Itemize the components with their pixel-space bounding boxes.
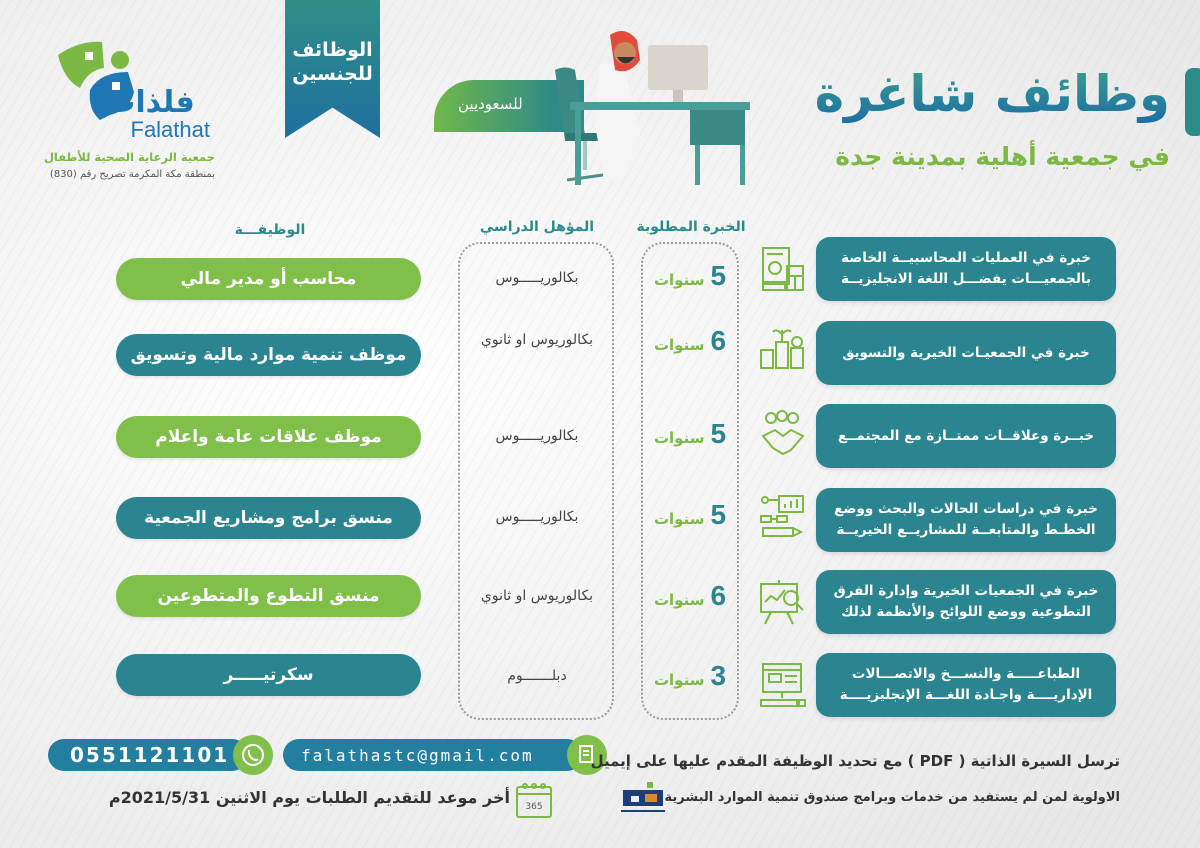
coins-plant-icon <box>757 322 807 372</box>
column-header-qualification: المؤهل الدراسي <box>479 219 595 235</box>
experience-unit: سنوات <box>653 429 705 447</box>
job-title: منسق التطوع والمتطوعين <box>157 586 380 606</box>
experience-years: 6 <box>710 580 727 611</box>
accounting-icon <box>757 244 807 294</box>
ribbon-line-1: الوظائف <box>292 39 373 61</box>
ribbon-text <box>285 38 380 86</box>
handshake-team-icon <box>757 408 807 458</box>
saudi-tag-label: للسعوديين <box>458 95 523 113</box>
job-title: موظف تنمية موارد مالية وتسويق <box>130 345 407 365</box>
man-at-desk-illustration <box>545 15 760 190</box>
experience-years: 5 <box>710 499 727 530</box>
qualification-value: دبلـــــــوم <box>507 668 567 684</box>
experience-value <box>645 660 735 692</box>
headline-accent-bar <box>1185 68 1200 136</box>
requirement-box: خبرة في الجمعيـات الخيرية والتسويق <box>816 321 1116 385</box>
subheadline: في جمعية أهلية بمدينة جدة <box>835 142 1170 171</box>
job-pill <box>116 334 421 376</box>
ribbon-line-2: للجنسين <box>292 63 373 85</box>
job-pill <box>116 416 421 458</box>
experience-unit: سنوات <box>653 336 705 354</box>
phone-number: 0551121101 <box>70 743 230 767</box>
application-deadline: أخر موعد للتقديم الطلبات يوم الاثنين 2021/5/31م <box>108 788 510 807</box>
qualification-value: بكالوريـــــوس <box>495 270 579 286</box>
hadaf-logo-icon <box>617 780 669 818</box>
computer-icon <box>757 660 807 710</box>
experience-years: 3 <box>710 660 727 691</box>
brand-name-arabic: فلذات <box>105 85 195 120</box>
job-pill <box>116 497 421 539</box>
send-cv-instructions: ترسل السيرة الذاتية ( PDF ) مع تحديد الوظيفة المقدم عليها على إيميل <box>590 752 1120 770</box>
qualification-value: بكالوريـــــوس <box>495 428 579 444</box>
presentation-analysis-icon <box>757 578 807 628</box>
experience-unit: سنوات <box>653 671 705 689</box>
experience-years: 6 <box>710 325 727 356</box>
requirement-box: خبرة في العمليات المحاسبيــة الخاصة بالجمعيـــات يفضـــل اللغة الانجليزيــة <box>816 237 1116 301</box>
job-title: منسق برامج ومشاريع الجمعية <box>144 508 393 528</box>
qualification-value: بكالوريوس او ثانوي <box>480 588 594 604</box>
requirement-box: خبرة في الجمعيات الخيرية وإدارة الفرق التطوعية ووضع اللوائح والأنظمة لذلك <box>816 570 1116 634</box>
svg-text:365: 365 <box>525 802 543 812</box>
job-title: موظف علاقات عامة واعلام <box>155 427 382 447</box>
email-address: falathastc@gmail.com <box>301 745 534 765</box>
requirement-box: الطباعـــــة والنســـخ والاتصـــالات الإداريــــة واجـادة اللغـــة الإنجليزيــــة <box>816 653 1116 717</box>
experience-unit: سنوات <box>653 510 705 528</box>
experience-value <box>645 260 735 292</box>
column-header-experience: الخبرة المطلوبة <box>636 219 746 235</box>
experience-years: 5 <box>710 418 727 449</box>
brand-name-english: Falathat <box>130 117 210 142</box>
job-pill <box>116 258 421 300</box>
experience-unit: سنوات <box>653 591 705 609</box>
planning-chart-icon <box>757 492 807 542</box>
experience-value <box>645 580 735 612</box>
qualification-value: بكالوريوس او ثانوي <box>480 332 594 348</box>
whatsapp-icon[interactable] <box>233 735 273 775</box>
brand-subtitle: جمعية الرعاية الصحية للأطفال <box>43 150 215 164</box>
priority-note: الاولوية لمن لم يستفيد من خدمات وبرامج صندوق تنمية الموارد البشرية <box>664 790 1120 805</box>
headline: وظائف شاغرة <box>814 65 1170 123</box>
qualification-column-frame <box>458 242 614 720</box>
experience-value <box>645 499 735 531</box>
qualification-value: بكالوريـــــوس <box>495 509 579 525</box>
experience-years: 5 <box>710 260 727 291</box>
job-title: محاسب أو مدير مالي <box>180 269 357 289</box>
column-header-job: الوظيفـــة <box>234 222 306 238</box>
brand-license: بمنطقة مكة المكرمة تصريح رقم (830) <box>49 169 215 180</box>
experience-value <box>645 325 735 357</box>
job-pill <box>116 654 421 696</box>
phone-number-pill[interactable] <box>48 739 248 771</box>
requirement-box: خبرة في دراسات الحالات والبحث ووضع الخطـط والمتابعــة للمشاريــع الخيريــة <box>816 488 1116 552</box>
job-title: سكرتيـــــر <box>223 665 314 685</box>
requirement-box: خبــرة وعلاقــات ممتــازة مع المجتمــع <box>816 404 1116 468</box>
experience-column-frame <box>641 242 739 720</box>
experience-value <box>645 418 735 450</box>
calendar-icon <box>514 781 554 821</box>
job-pill <box>116 575 421 617</box>
email-pill[interactable] <box>283 739 583 771</box>
experience-unit: سنوات <box>653 271 705 289</box>
